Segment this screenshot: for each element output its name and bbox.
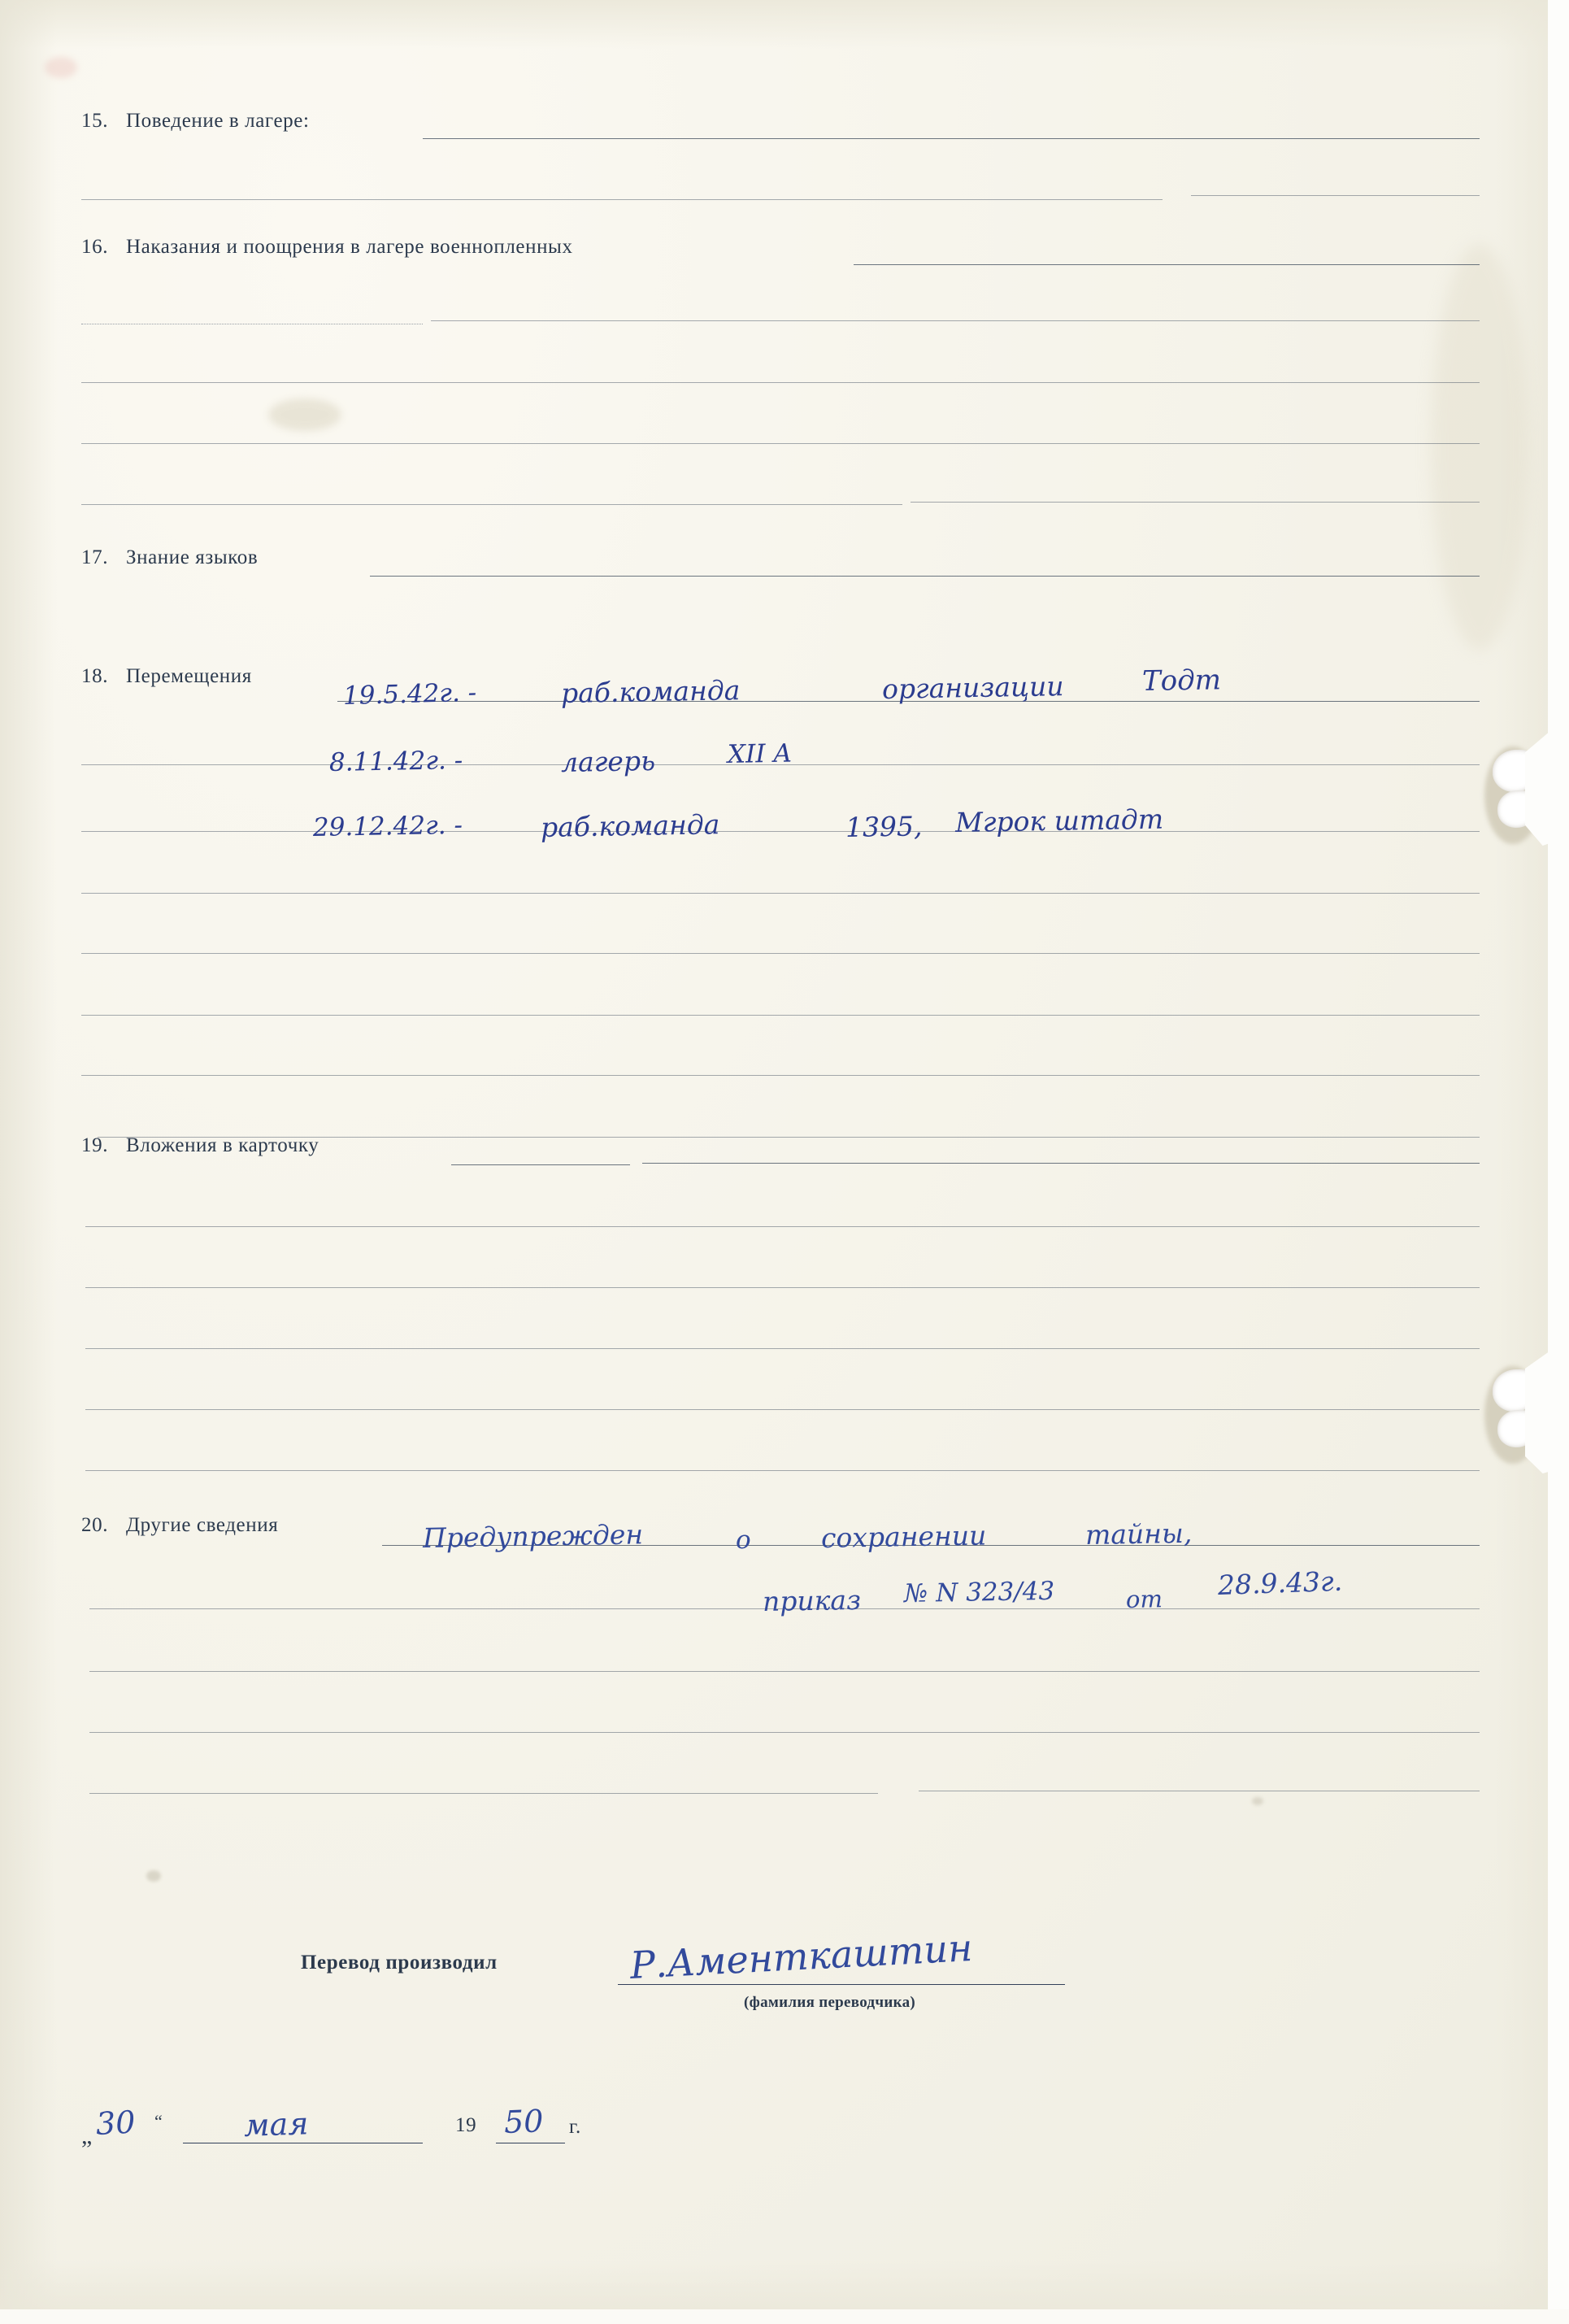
field-18-number: 18. (81, 665, 109, 687)
field-20-label: Другие сведения (126, 1514, 279, 1536)
date-year-prefix: 19 (455, 2114, 477, 2136)
field-16-line-4[interactable] (81, 443, 1480, 444)
handwriting-token: 50 (503, 2103, 545, 2140)
field-19-line-3[interactable] (85, 1287, 1480, 1288)
handwriting-token: организации (881, 670, 1064, 705)
handwriting-token: 28.9.43г. (1217, 1565, 1343, 1601)
field-18-line-5[interactable] (81, 953, 1480, 954)
field-19-line-2[interactable] (85, 1226, 1480, 1227)
handwriting-token: сохранении (820, 1519, 987, 1554)
translator-caption: (фамилия переводчика) (744, 1994, 916, 2011)
handwriting-token: Р.Аменткаштин (628, 1925, 974, 1987)
field-19-number: 19. (81, 1134, 109, 1156)
field-19-line-1b[interactable] (642, 1163, 1480, 1164)
handwriting-token: Тодт (1141, 664, 1222, 698)
field-15-line-2b[interactable] (1191, 195, 1480, 196)
field-18-line-6[interactable] (81, 1015, 1480, 1016)
handwriting-token: Мгрок штадт (954, 803, 1164, 838)
field-18-line-3[interactable] (81, 831, 1480, 832)
field-16-line-5[interactable] (81, 504, 902, 505)
field-15-label: Поведение в лагере: (126, 110, 310, 132)
handwriting-token: мая (243, 2105, 310, 2143)
field-19-line-4[interactable] (85, 1348, 1480, 1349)
handwriting-token: 19.5.42г. - (342, 677, 477, 711)
paper-edge-top (0, 0, 1569, 49)
handwriting-token: № N 323/43 (903, 1576, 1055, 1608)
date-quote-open: „ (81, 2122, 93, 2149)
field-16-line-3[interactable] (81, 382, 1480, 383)
field-17-line-1[interactable] (370, 576, 1480, 577)
field-15-number: 15. (81, 110, 109, 132)
field-15-line-2[interactable] (81, 199, 1163, 200)
field-16-label: Наказания и поощрения в лагере военнопленных (126, 236, 573, 258)
date-quote-close: “ (154, 2111, 163, 2131)
field-16-number: 16. (81, 236, 109, 258)
handwriting-token: 30 (94, 2104, 137, 2142)
field-20-line-3[interactable] (89, 1671, 1480, 1672)
handwriting-token: приказ (762, 1583, 862, 1617)
field-18-line-7[interactable] (81, 1075, 1480, 1076)
handwriting-token: лагерь (560, 744, 656, 778)
field-17-label: Знание языков (126, 546, 259, 568)
field-19-label: Вложения в карточку (126, 1134, 319, 1156)
handwriting-token: о (736, 1525, 751, 1555)
handwriting-token: Предупрежден (422, 1518, 644, 1554)
field-18-label: Перемещения (126, 665, 252, 687)
sheet-right-margin (1548, 0, 1569, 2324)
field-19-line-5[interactable] (85, 1409, 1480, 1410)
paper-edge-left (0, 0, 57, 2324)
translator-label: Перевод производил (301, 1952, 498, 1974)
field-18-line-4[interactable] (81, 893, 1480, 894)
field-19-line-6[interactable] (85, 1470, 1480, 1471)
date-year-suffix-label: г. (569, 2116, 581, 2138)
handwriting-token: раб.команда (540, 808, 720, 843)
handwriting-token: от (1125, 1585, 1163, 1613)
paper-stain (146, 1870, 161, 1882)
handwriting-token: раб.команда (560, 674, 741, 709)
handwriting-token: XII A (727, 738, 793, 769)
field-20-number: 20. (81, 1514, 109, 1536)
handwriting-token: тайны, (1084, 1517, 1193, 1551)
handwriting-token: 29.12.42г. - (312, 810, 463, 842)
handwriting-token: 8.11.42г. - (328, 746, 463, 777)
field-19-line-1[interactable] (451, 1164, 630, 1165)
field-16-line-5b[interactable] (911, 502, 1480, 503)
field-15-line-1[interactable] (423, 138, 1480, 139)
field-20-line-4[interactable] (89, 1732, 1480, 1733)
paper-stain (1252, 1797, 1263, 1805)
paper-stain (268, 398, 341, 431)
field-17-number: 17. (81, 546, 109, 568)
field-16-line-1[interactable] (854, 264, 1480, 265)
handwriting-token: 1395, (845, 810, 923, 843)
field-16-line-2b[interactable] (431, 320, 1480, 321)
sheet-bottom-margin (0, 2309, 1569, 2324)
field-20-line-5[interactable] (89, 1793, 878, 1794)
